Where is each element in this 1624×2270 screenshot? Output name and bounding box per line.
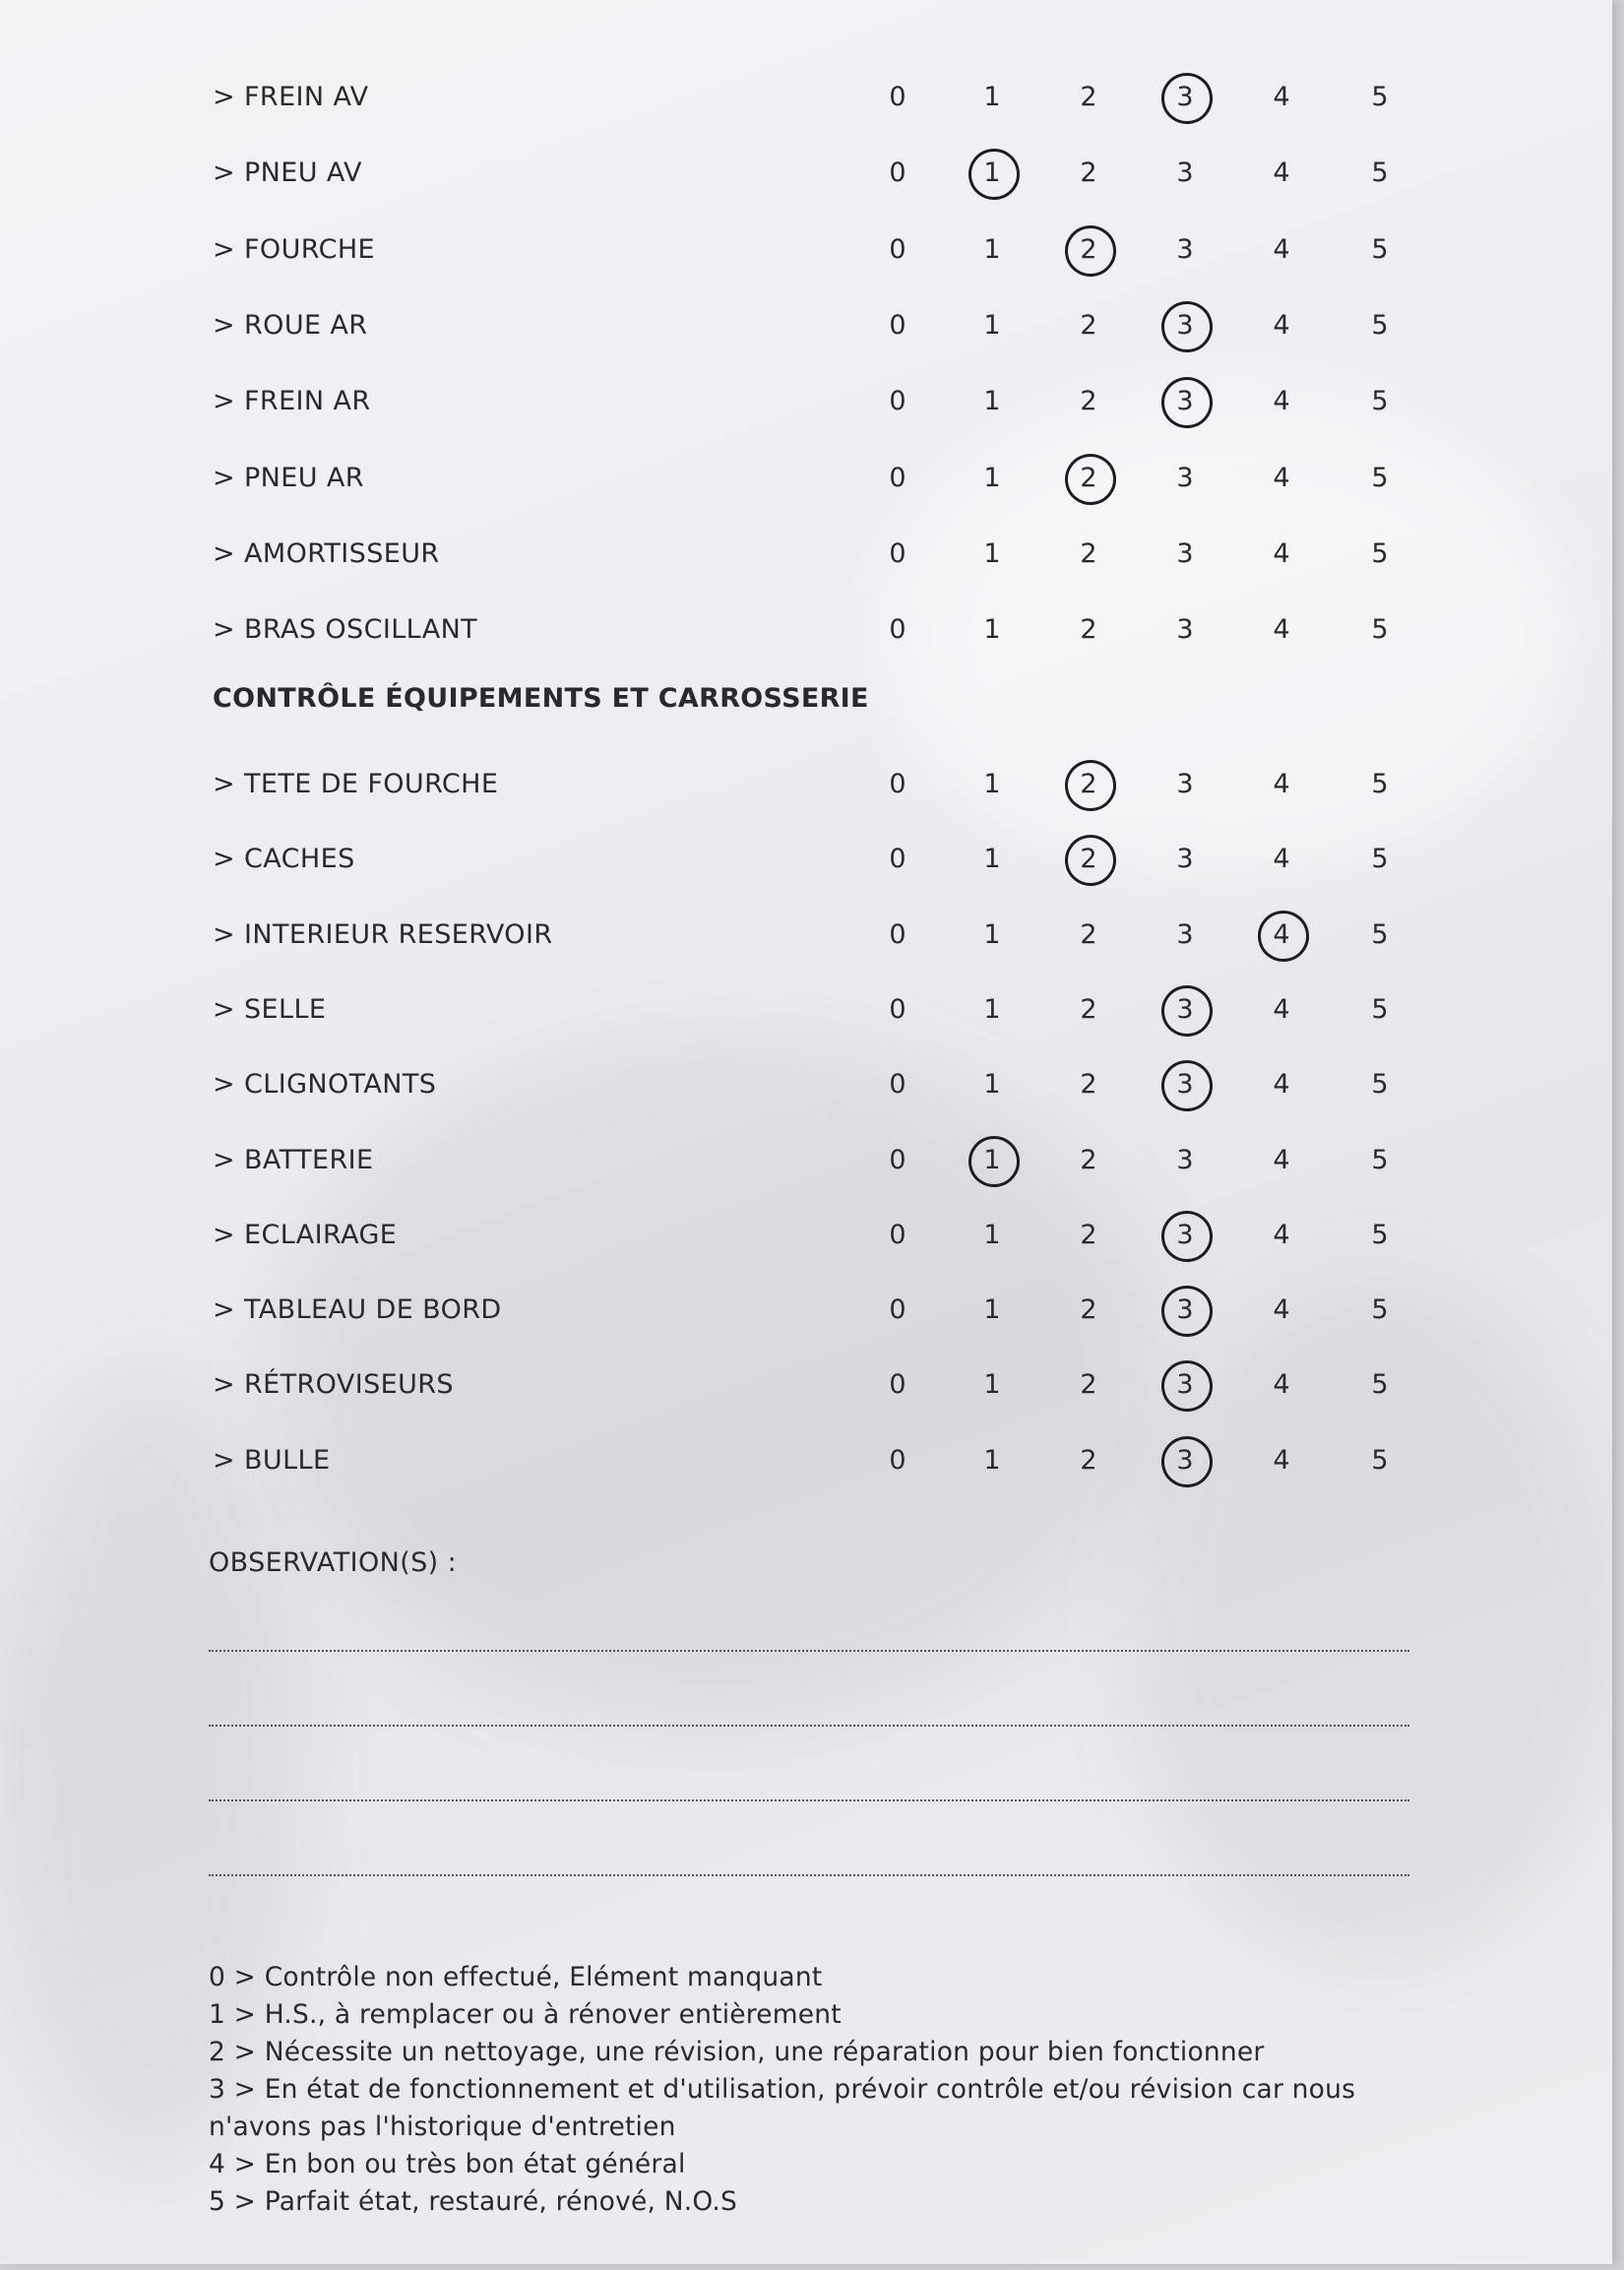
row-label: > CACHES xyxy=(213,844,355,875)
score-option: 1 xyxy=(983,233,1001,265)
checklist-row xyxy=(0,760,1612,809)
observations-title: OBSERVATION(S) : xyxy=(209,1547,458,1578)
score-option: 4 xyxy=(1273,1444,1290,1476)
observation-line[interactable] xyxy=(209,1874,1409,1876)
checklist-row xyxy=(0,454,1612,503)
score-option: 1 xyxy=(983,769,1001,799)
score-option: 2 xyxy=(1080,309,1097,341)
score-option: 4 xyxy=(1273,1069,1290,1101)
observation-line[interactable] xyxy=(209,1799,1409,1801)
score-option: 0 xyxy=(889,993,906,1025)
score-selected: 3 xyxy=(1156,1360,1215,1410)
score-option: 4 xyxy=(1273,233,1290,265)
row-label: > RÉTROVISEURS xyxy=(213,1369,454,1401)
score-option: 4 xyxy=(1273,614,1290,646)
score-option: 3 xyxy=(1176,844,1194,875)
score-option: 4 xyxy=(1273,158,1290,189)
score-option: 3 xyxy=(1176,537,1194,569)
score-option: 0 xyxy=(889,158,906,189)
score-option: 5 xyxy=(1371,158,1389,189)
score-option: 5 xyxy=(1371,537,1389,569)
score-option: 0 xyxy=(889,309,906,341)
score-option: 5 xyxy=(1371,386,1389,417)
score-option: 5 xyxy=(1371,82,1389,112)
score-option: 2 xyxy=(1080,993,1097,1025)
legend-line: 3 > En état de fonctionnement et d'utilisation, prévoir contrôle et/ou révision car nous xyxy=(209,2074,1356,2105)
score-option: 4 xyxy=(1273,82,1290,112)
score-option: 0 xyxy=(889,1144,906,1175)
checklist-row xyxy=(0,985,1612,1035)
score-option: 0 xyxy=(889,1444,906,1476)
checklist-row xyxy=(0,835,1612,884)
score-option: 3 xyxy=(1176,614,1194,646)
score-option: 5 xyxy=(1371,844,1389,875)
score-option: 0 xyxy=(889,1219,906,1250)
score-option: 0 xyxy=(889,1294,906,1326)
score-option: 5 xyxy=(1371,1069,1389,1101)
checklist-row xyxy=(0,1211,1612,1260)
score-option: 3 xyxy=(1176,769,1194,799)
section-title: CONTRÔLE ÉQUIPEMENTS ET CARROSSERIE xyxy=(213,683,869,714)
score-option: 5 xyxy=(1371,993,1389,1025)
score-selected: 3 xyxy=(1156,1436,1215,1485)
score-option: 5 xyxy=(1371,309,1389,341)
score-option: 1 xyxy=(983,82,1001,112)
row-label: > TETE DE FOURCHE xyxy=(213,769,499,799)
score-option: 5 xyxy=(1371,918,1389,950)
row-label: > FREIN AV xyxy=(213,82,369,112)
score-option: 0 xyxy=(889,233,906,265)
score-option: 0 xyxy=(889,537,906,569)
row-label: > BATTERIE xyxy=(213,1144,374,1175)
score-option: 2 xyxy=(1080,158,1097,189)
score-option: 2 xyxy=(1080,1294,1097,1326)
score-selected: 3 xyxy=(1156,73,1215,122)
score-option: 1 xyxy=(983,614,1001,646)
score-option: 2 xyxy=(1080,1144,1097,1175)
row-label: > SELLE xyxy=(213,993,327,1025)
row-label: > ROUE AR xyxy=(213,309,368,341)
score-option: 1 xyxy=(983,462,1001,493)
row-label: > ECLAIRAGE xyxy=(213,1219,398,1250)
score-option: 2 xyxy=(1080,1219,1097,1250)
legend-line: 4 > En bon ou très bon état général xyxy=(209,2149,686,2179)
score-option: 0 xyxy=(889,918,906,950)
score-option: 2 xyxy=(1080,537,1097,569)
checklist-row xyxy=(0,911,1612,960)
score-option: 4 xyxy=(1273,1369,1290,1401)
score-option: 4 xyxy=(1273,1144,1290,1175)
score-option: 1 xyxy=(983,993,1001,1025)
row-label: > FREIN AR xyxy=(213,386,371,417)
score-option: 3 xyxy=(1176,918,1194,950)
checklist-row xyxy=(0,225,1612,275)
checklist-row xyxy=(0,301,1612,350)
score-option: 4 xyxy=(1273,386,1290,417)
score-option: 5 xyxy=(1371,1444,1389,1476)
score-selected: 1 xyxy=(963,149,1022,198)
rating-legend xyxy=(209,1959,1429,2221)
checklist-row xyxy=(0,1060,1612,1109)
score-selected: 2 xyxy=(1059,225,1118,275)
score-option: 2 xyxy=(1080,918,1097,950)
score-option: 4 xyxy=(1273,769,1290,799)
score-option: 5 xyxy=(1371,614,1389,646)
row-label: > BRAS OSCILLANT xyxy=(213,614,478,646)
checklist-row xyxy=(0,73,1612,122)
score-selected: 4 xyxy=(1252,911,1311,960)
score-selected: 2 xyxy=(1059,835,1118,884)
score-option: 1 xyxy=(983,1294,1001,1326)
score-option: 5 xyxy=(1371,462,1389,493)
score-option: 4 xyxy=(1273,993,1290,1025)
score-option: 4 xyxy=(1273,844,1290,875)
legend-line: n'avons pas l'historique d'entretien xyxy=(209,2112,676,2142)
score-option: 3 xyxy=(1176,158,1194,189)
score-selected: 3 xyxy=(1156,1060,1215,1109)
score-option: 2 xyxy=(1080,386,1097,417)
score-option: 0 xyxy=(889,386,906,417)
score-option: 2 xyxy=(1080,1444,1097,1476)
score-selected: 3 xyxy=(1156,985,1215,1035)
row-label: > INTERIEUR RESERVOIR xyxy=(213,918,553,950)
legend-line: 0 > Contrôle non effectué, Elément manquant xyxy=(209,1962,823,1992)
score-option: 5 xyxy=(1371,1369,1389,1401)
score-option: 4 xyxy=(1273,1294,1290,1326)
score-option: 0 xyxy=(889,462,906,493)
score-option: 0 xyxy=(889,1369,906,1401)
checklist-row xyxy=(0,1286,1612,1335)
score-selected: 2 xyxy=(1059,454,1118,503)
observation-line[interactable] xyxy=(209,1725,1409,1727)
row-label: > AMORTISSEUR xyxy=(213,537,440,569)
score-selected: 3 xyxy=(1156,1211,1215,1260)
score-option: 0 xyxy=(889,82,906,112)
checklist-row xyxy=(0,1436,1612,1485)
score-option: 1 xyxy=(983,1369,1001,1401)
score-option: 5 xyxy=(1371,233,1389,265)
score-option: 2 xyxy=(1080,614,1097,646)
checklist-row xyxy=(0,149,1612,198)
score-selected: 3 xyxy=(1156,377,1215,426)
checklist-row xyxy=(0,530,1612,579)
legend-line: 5 > Parfait état, restauré, rénové, N.O.S xyxy=(209,2186,737,2217)
checklist-row xyxy=(0,1360,1612,1410)
score-option: 5 xyxy=(1371,1144,1389,1175)
score-option: 5 xyxy=(1371,1219,1389,1250)
score-selected: 1 xyxy=(963,1136,1022,1185)
score-option: 2 xyxy=(1080,1069,1097,1101)
legend-line: 2 > Nécessite un nettoyage, une révision, une réparation pour bien fonctionner xyxy=(209,2037,1265,2067)
checklist-row xyxy=(0,1136,1612,1185)
score-option: 1 xyxy=(983,386,1001,417)
row-label: > TABLEAU DE BORD xyxy=(213,1294,502,1326)
score-option: 1 xyxy=(983,918,1001,950)
score-option: 3 xyxy=(1176,1144,1194,1175)
score-option: 1 xyxy=(983,844,1001,875)
score-option: 2 xyxy=(1080,82,1097,112)
row-label: > BULLE xyxy=(213,1444,331,1476)
checklist-row xyxy=(0,377,1612,426)
score-selected: 2 xyxy=(1059,760,1118,809)
score-option: 1 xyxy=(983,1444,1001,1476)
score-option: 1 xyxy=(983,309,1001,341)
score-option: 1 xyxy=(983,537,1001,569)
checklist-row xyxy=(0,605,1612,655)
score-option: 3 xyxy=(1176,233,1194,265)
score-option: 5 xyxy=(1371,769,1389,799)
score-option: 4 xyxy=(1273,537,1290,569)
observation-line[interactable] xyxy=(209,1650,1409,1652)
score-option: 0 xyxy=(889,614,906,646)
legend-line: 1 > H.S., à remplacer ou à rénover entièrement xyxy=(209,1999,842,2030)
row-label: > PNEU AR xyxy=(213,462,364,493)
row-label: > FOURCHE xyxy=(213,233,375,265)
score-option: 5 xyxy=(1371,1294,1389,1326)
score-option: 1 xyxy=(983,1219,1001,1250)
score-option: 0 xyxy=(889,844,906,875)
score-option: 4 xyxy=(1273,309,1290,341)
score-option: 4 xyxy=(1273,1219,1290,1250)
score-option: 1 xyxy=(983,1069,1001,1101)
score-option: 3 xyxy=(1176,462,1194,493)
score-option: 0 xyxy=(889,1069,906,1101)
row-label: > PNEU AV xyxy=(213,158,362,189)
score-option: 4 xyxy=(1273,462,1290,493)
score-option: 2 xyxy=(1080,1369,1097,1401)
score-selected: 3 xyxy=(1156,301,1215,350)
row-label: > CLIGNOTANTS xyxy=(213,1069,437,1101)
score-selected: 3 xyxy=(1156,1286,1215,1335)
score-option: 0 xyxy=(889,769,906,799)
